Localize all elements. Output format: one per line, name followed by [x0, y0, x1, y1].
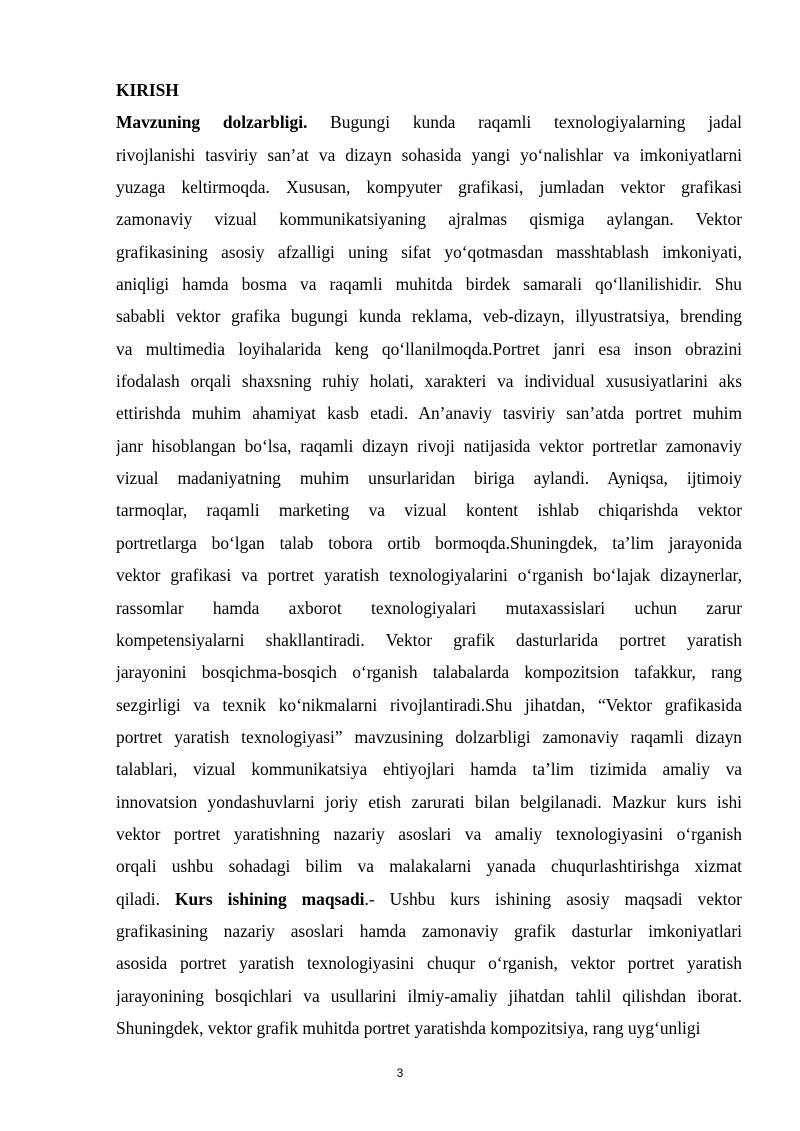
- text-segment: vizual madaniyatning muhim unsurlaridan biriga aylandi. Ayniqsa, ijtimoiy: [116, 468, 742, 489]
- text-segment: jarayonining bosqichlari va usullarini ilmiy-amaliy jihatdan tahlil qilishdan iborat.: [116, 985, 742, 1006]
- page-content: [116, 74, 742, 1044]
- text-segment: qiladi.: [116, 888, 175, 909]
- text-segment: zamonaviy vizual kommunikatsiyaning ajralmas qismiga aylangan. Vektor: [116, 209, 742, 230]
- text-line: [116, 559, 742, 591]
- text-line: [116, 656, 742, 688]
- text-segment: Shuningdek, vektor grafik muhitda portret yaratishda kompozitsiya, rang uyg‘unligi: [116, 1017, 701, 1038]
- text-line: [116, 494, 742, 526]
- text-segment: grafikasining nazariy asoslari hamda zamonaviy grafik dasturlar imkoniyatlari: [116, 920, 742, 941]
- text-line: [116, 947, 742, 979]
- text-segment: .- Ushbu kurs ishining asosiy maqsadi vektor: [364, 888, 742, 909]
- text-line: [116, 203, 742, 235]
- text-line: [116, 721, 742, 753]
- text-line: [116, 883, 742, 915]
- text-segment: innovatsion yondashuvlarni joriy etish zarurati bilan belgilanadi. Mazkur kurs ishi: [116, 791, 742, 812]
- text-segment: kompetensiyalarni shakllantiradi. Vektor grafik dasturlarida portret yaratish: [116, 629, 742, 650]
- text-segment: va multimedia loyihalarida keng qo‘llanilmoqda.Portret janri esa inson obrazini: [116, 338, 742, 359]
- text-segment: yuzaga keltirmoqda. Xususan, kompyuter grafikasi, jumladan vektor grafikasi: [116, 177, 742, 198]
- text-segment: portretlarga bo‘lgan talab tobora ortib bormoqda.Shuningdek, ta’lim jarayonida: [116, 532, 742, 553]
- text-segment: tarmoqlar, raqamli marketing va vizual kontent ishlab chiqarishda vektor: [116, 500, 742, 521]
- text-line: [116, 915, 742, 947]
- text-line: [116, 527, 742, 559]
- text-segment: sababli vektor grafika bugungi kunda reklama, veb-dizayn, illyustratsiya, brending: [116, 306, 742, 327]
- text-segment: portret yaratish texnologiyasi” mavzusining dolzarbligi zamonaviy raqamli dizayn: [116, 726, 742, 747]
- text-segment: aniqligi hamda bosma va raqamli muhitda birdek samarali qo‘llanilishidir. Shu: [116, 274, 742, 295]
- page-number: 3: [396, 1066, 404, 1080]
- text-line: [116, 462, 742, 494]
- text-segment: Bugungi kunda raqamli texnologiyalarning jadal: [307, 112, 742, 133]
- text-line: [116, 268, 742, 300]
- text-line: [116, 300, 742, 332]
- text-segment: asosida portret yaratish texnologiyasini chuqur o‘rganish, vektor portret yaratish: [116, 953, 742, 974]
- text-line: [116, 236, 742, 268]
- text-segment: sezgirligi va texnik ko‘nikmalarni rivojlantiradi.Shu jihatdan, “Vektor grafikasida: [116, 694, 742, 715]
- text-segment: rivojlanishi tasviriy san’at va dizayn sohasida yangi yo‘nalishlar va imkoniyatlarni: [116, 144, 742, 165]
- text-segment: jarayonini bosqichma-bosqich o‘rganish talabalarda kompozitsion tafakkur, rang: [116, 662, 742, 683]
- text-line: [116, 689, 742, 721]
- text-line: [116, 365, 742, 397]
- text-segment: janr hisoblangan bo‘lsa, raqamli dizayn rivoji natijasida vektor portretlar zamonaviy: [116, 435, 742, 456]
- text-segment: vektor grafikasi va portret yaratish texnologiyalarini o‘rganish bo‘lajak dizaynerlar,: [116, 565, 742, 586]
- text-segment: talablari, vizual kommunikatsiya ehtiyojlari hamda ta’lim tizimida amaliy va: [116, 759, 742, 780]
- text-segment: ifodalash orqali shaxsning ruhiy holati, xarakteri va individual xususiyatlarini aks: [116, 371, 742, 392]
- text-segment: orqali ushbu sohadagi bilim va malakalarni yanada chuqurlashtirishga xizmat: [116, 856, 742, 877]
- text-line: [116, 850, 742, 882]
- body-paragraph: [116, 106, 742, 1044]
- text-line: [116, 818, 742, 850]
- text-segment: ettirishda muhim ahamiyat kasb etadi. An’anaviy tasviriy san’atda portret muhim: [116, 403, 742, 424]
- section-heading: KIRISH: [116, 80, 179, 100]
- text-line: [116, 171, 742, 203]
- text-line: [116, 753, 742, 785]
- text-line: [116, 786, 742, 818]
- text-line: [116, 333, 742, 365]
- text-line: [116, 980, 742, 1012]
- text-segment: rassomlar hamda axborot texnologiyalari mutaxassislari uchun zarur: [116, 597, 742, 618]
- text-line: [116, 139, 742, 171]
- text-line: [116, 624, 742, 656]
- text-line: [116, 430, 742, 462]
- bold-term: Mavzuning dolzarbligi.: [116, 112, 308, 133]
- text-segment: vektor portret yaratishning nazariy asoslari va amaliy texnologiyasini o‘rganish: [116, 823, 742, 844]
- text-line: [116, 106, 742, 138]
- bold-term: Kurs ishining maqsadi: [174, 888, 365, 909]
- text-line: [116, 592, 742, 624]
- text-line: [116, 1012, 742, 1044]
- text-segment: grafikasining asosiy afzalligi uning sifat yo‘qotmasdan masshtablash imkoniyati,: [116, 241, 742, 262]
- text-line: [116, 397, 742, 429]
